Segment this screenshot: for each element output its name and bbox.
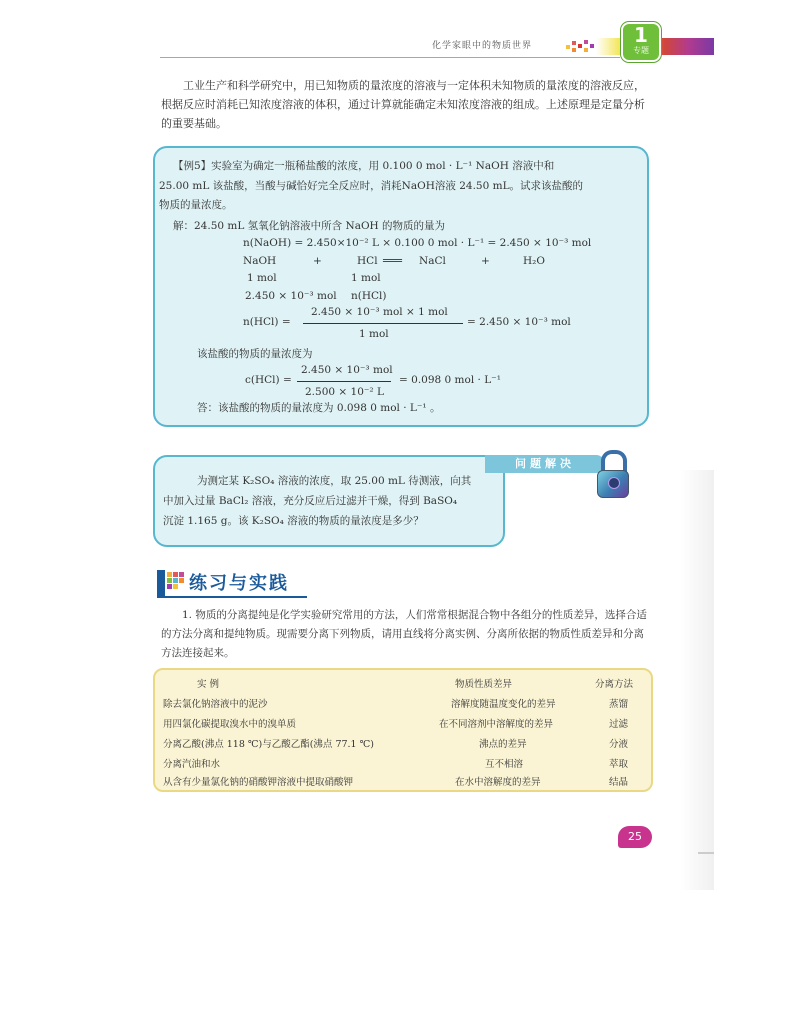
section-title: 练习与实践 bbox=[189, 573, 289, 594]
eq-arrow: ═══ bbox=[383, 255, 402, 267]
table-cell-method: 分液 bbox=[609, 739, 629, 750]
nhcl-result: = 2.450 × 10⁻³ mol bbox=[467, 316, 571, 328]
table-cell-example: 用四氯化碳提取溴水中的溴单质 bbox=[163, 719, 297, 730]
table-cell-example: 除去氯化钠溶液中的泥沙 bbox=[163, 699, 268, 710]
chapter-title: 化学家眼中的物质世界 bbox=[432, 41, 533, 51]
chapter-label: 专题 bbox=[633, 46, 649, 55]
matching-table bbox=[153, 668, 653, 792]
solution-intro: 解：24.50 mL 氢氧化钠溶液中所含 NaOH 的物质的量为 bbox=[173, 220, 446, 232]
table-cell-property: 互不相溶 bbox=[485, 759, 524, 770]
section-icon bbox=[157, 570, 187, 596]
table-header-property: 物质性质差异 bbox=[455, 679, 513, 690]
nhcl-fraction-bar bbox=[303, 323, 463, 324]
eq-plus-2: + bbox=[481, 255, 490, 267]
problem-solving-tab: 问题解决 bbox=[485, 455, 605, 473]
decorative-dots bbox=[566, 40, 600, 54]
eq-nacl: NaCl bbox=[419, 255, 446, 267]
chapter-number: 1 bbox=[634, 23, 648, 47]
example-line-1: 【例5】实验室为确定一瓶稀盐酸的浓度，用 0.100 0 mol · L⁻¹ NaOH 溶液中和 bbox=[173, 160, 555, 172]
mol-hcl: 1 mol bbox=[351, 272, 381, 284]
chcl-numerator: 2.450 × 10⁻³ mol bbox=[301, 364, 393, 376]
problem-line-3: 沉淀 1.165 g。该 K₂SO₄ 溶液的物质的量浓度是多少？ bbox=[163, 515, 424, 527]
table-header-example: 实 例 bbox=[197, 679, 220, 690]
nhcl-denominator: 1 mol bbox=[359, 328, 389, 340]
page-edge-shade bbox=[680, 470, 714, 890]
eq-h2o: H₂O bbox=[523, 255, 545, 267]
page-tick bbox=[698, 852, 714, 854]
table-cell-property: 沸点的差异 bbox=[479, 739, 527, 750]
eq-naoh: NaOH bbox=[243, 255, 277, 267]
chcl-denominator: 2.500 × 10⁻² L bbox=[305, 386, 384, 398]
n-naoh-equation: n(NaOH) = 2.450×10⁻² L × 0.100 0 mol · L⁻¹ = 2.450 × 10⁻³ mol bbox=[243, 237, 592, 249]
page-number: 25 bbox=[618, 826, 652, 848]
given-hcl: n(HCl) bbox=[351, 290, 387, 302]
eq-hcl: HCl bbox=[357, 255, 378, 267]
table-cell-property: 在不同溶剂中溶解度的差异 bbox=[439, 719, 554, 730]
example-line-3: 物质的量浓度。 bbox=[159, 199, 233, 211]
table-cell-property: 溶解度随温度变化的差异 bbox=[451, 699, 556, 710]
header-rule bbox=[160, 57, 620, 58]
table-cell-example: 分离汽油和水 bbox=[163, 759, 221, 770]
table-cell-property: 在水中溶解度的差异 bbox=[455, 777, 541, 788]
intro-paragraph: 工业生产和科学研究中，用已知物质的量浓度的溶液与一定体积未知物质的量浓度的溶液反应，根据反应时消耗已知浓度溶液的体积，通过计算就能确定未知浓度溶液的组成。上述原理是定量分析的重要基础。 bbox=[161, 79, 645, 130]
table-cell-example: 分离乙酸(沸点 118 ℃)与乙酸乙酯(沸点 77.1 ℃) bbox=[163, 739, 374, 750]
problem-box bbox=[153, 455, 505, 547]
eq-plus-1: + bbox=[313, 255, 322, 267]
example-answer: 答：该盐酸的物质的量浓度为 0.098 0 mol · L⁻¹ 。 bbox=[197, 402, 441, 414]
example-line-2: 25.00 mL 该盐酸，当酸与碱恰好完全反应时，消耗NaOH溶液 24.50 mL。试求该盐酸的 bbox=[159, 180, 584, 192]
chcl-lhs: c(HCl) = bbox=[245, 374, 292, 386]
section-underline bbox=[157, 596, 307, 598]
table-cell-method: 萃取 bbox=[609, 759, 629, 770]
nhcl-numerator: 2.450 × 10⁻³ mol × 1 mol bbox=[311, 306, 448, 318]
table-cell-method: 蒸馏 bbox=[609, 699, 629, 710]
chcl-result: = 0.098 0 mol · L⁻¹ bbox=[399, 374, 501, 386]
table-cell-method: 过滤 bbox=[609, 719, 629, 730]
table-cell-example: 从含有少量氯化钠的硝酸钾溶液中提取硝酸钾 bbox=[163, 777, 354, 788]
lock-icon-keyhole bbox=[608, 477, 620, 489]
nhcl-lhs: n(HCl) = bbox=[243, 316, 291, 328]
table-header-method: 分离方法 bbox=[595, 679, 634, 690]
concentration-intro: 该盐酸的物质的量浓度为 bbox=[197, 348, 313, 360]
chcl-fraction-bar bbox=[297, 381, 391, 382]
exercise-question-1: 1. 物质的分离提纯是化学实验研究常用的方法，人们常常根据混合物中各组分的性质差异，选择合适的方法分离和提纯物质。现需要分离下列物质，请用直线将分离实例、分离所依据的物质性质差异和分离方法连接起来。 bbox=[161, 609, 647, 659]
problem-line-2: 中加入过量 BaCl₂ 溶液，充分反应后过滤并干燥，得到 BaSO₄ bbox=[163, 495, 458, 507]
chapter-badge bbox=[621, 22, 661, 62]
problem-line-1: 为测定某 K₂SO₄ 溶液的浓度，取 25.00 mL 待测液，向其 bbox=[197, 475, 472, 487]
example-box bbox=[153, 146, 649, 427]
table-cell-method: 结晶 bbox=[609, 777, 629, 788]
mol-naoh: 1 mol bbox=[247, 272, 277, 284]
given-naoh: 2.450 × 10⁻³ mol bbox=[245, 290, 337, 302]
